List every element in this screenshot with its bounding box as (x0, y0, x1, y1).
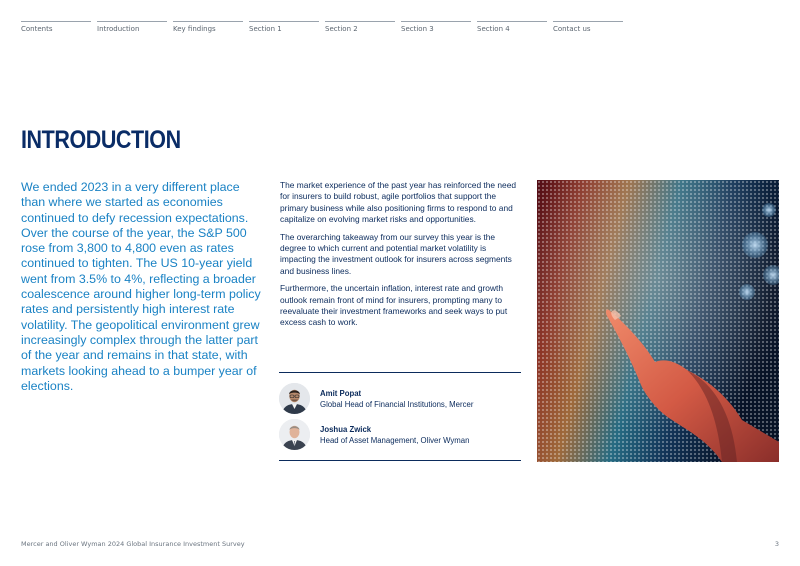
author-1-role: Global Head of Financial Institutions, Mercer (320, 399, 474, 409)
author-2-text (320, 424, 469, 446)
nav-contact-us[interactable]: Contact us (553, 21, 623, 33)
nav-section-4[interactable]: Section 4 (477, 21, 547, 33)
authors-top-divider (279, 372, 521, 373)
body-paragraph-3: Furthermore, the uncertain inflation, interest rate and growth outlook remain front of mind for insurers, prompting many to reevaluate their investment frameworks and seek ways to put excess cash to work. (280, 283, 508, 328)
author-card-2 (279, 419, 469, 450)
section-navigation (21, 21, 623, 33)
nav-section-3[interactable]: Section 3 (401, 21, 471, 33)
author-1-name: Amit Popat (320, 388, 362, 398)
nav-section-2[interactable]: Section 2 (325, 21, 395, 33)
author-2-photo (279, 419, 310, 450)
footer-text: Mercer and Oliver Wyman 2024 Global Insurance Investment Survey (21, 540, 245, 548)
author-2-name: Joshua Zwick (320, 424, 372, 434)
page-title: INTRODUCTION (21, 126, 181, 154)
lead-paragraph: We ended 2023 in a very different place than where we started as economies continued to defy recession expectations. Over the course of the year, the S&P 500 rose from 3,800 to 4,800 even as rates continued to tighten. The US 10-year yield went from 3.5% to 4%, reflecting a broader coalescence around higher long-term policy rates and persistently high interest rate volatility. The geopolitical environment grew increasingly complex through the latter part of the year and remains in that state, with markets looking ahead to a bumper year of elections. (21, 180, 261, 393)
page-number: 3 (774, 540, 779, 548)
nav-contents[interactable]: Contents (21, 21, 91, 33)
body-paragraph-1: The market experience of the past year has reinforced the need for insurers to build robust, agile portfolios that support the primary business while also positioning firms to respond to and capitalize on evolving market risks and opportunities. (280, 180, 517, 225)
author-card-1 (279, 383, 473, 414)
nav-introduction[interactable]: Introduction (97, 21, 167, 33)
author-1-text (320, 388, 473, 410)
body-paragraph-2: The overarching takeaway from our survey this year is the degree to which current and potential market volatility is impacting the investment outlook for insurers across segments and business lines. (280, 231, 512, 276)
author-1-photo (279, 383, 310, 414)
author-2-role: Head of Asset Management, Oliver Wyman (320, 435, 470, 445)
authors-bottom-divider (279, 460, 521, 461)
body-text (280, 180, 522, 335)
hero-image (537, 180, 779, 462)
nav-section-1[interactable]: Section 1 (249, 21, 319, 33)
nav-key-findings[interactable]: Key findings (173, 21, 243, 33)
